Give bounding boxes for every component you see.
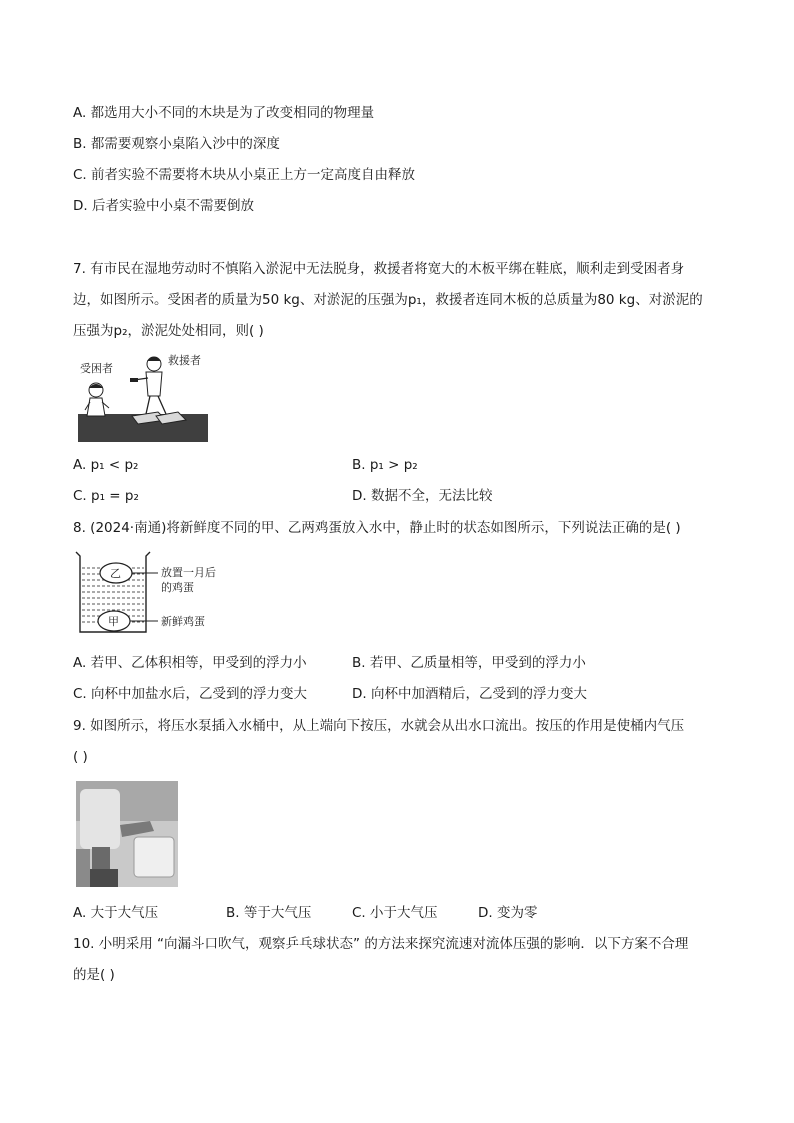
q9-option-d: D. 变为零 — [478, 905, 538, 921]
aged-egg-label-1: 放置一月后 — [161, 566, 216, 579]
egg-yi-label: 乙 — [110, 567, 121, 580]
q8-option-d: D. 向杯中加酒精后，乙受到的浮力变大 — [352, 686, 587, 702]
q7-stem-line-2: 边，如图所示。受困者的质量为50 kg、对淤泥的压强为p₁，救援者连同木板的总质量为80 kg、对淤泥的 — [73, 292, 703, 308]
q9-stem-line-2: ( ) — [73, 749, 88, 765]
q6-option-b: B. 都需要观察小桌陷入沙中的深度 — [73, 136, 280, 152]
q7-figure-rescue — [76, 350, 210, 444]
aged-egg-label-2: 的鸡蛋 — [161, 581, 194, 594]
q8-figure-eggs — [72, 548, 242, 636]
q7-stem-line-3: 压强为p₂，淤泥处处相同，则( ) — [73, 323, 264, 339]
q7-option-d: D. 数据不全，无法比较 — [352, 488, 493, 504]
q10-stem-line-2: 的是( ) — [73, 967, 115, 983]
q8-option-b: B. 若甲、乙质量相等，甲受到的浮力小 — [352, 655, 586, 671]
q9-stem-line-1: 9. 如图所示，将压水泵插入水桶中，从上端向下按压，水就会从出水口流出。按压的作用是使桶内气压 — [73, 718, 685, 734]
q6-option-d: D. 后者实验中小桌不需要倒放 — [73, 198, 254, 214]
q8-option-c: C. 向杯中加盐水后，乙受到的浮力变大 — [73, 686, 308, 702]
pump-head — [80, 789, 120, 849]
trapped-person-body — [87, 398, 105, 416]
q9-option-b: B. 等于大气压 — [226, 905, 312, 921]
q7-option-c: C. p₁ = p₂ — [73, 488, 139, 504]
q7-option-b: B. p₁ > p₂ — [352, 457, 418, 473]
fresh-egg-label: 新鲜鸡蛋 — [161, 615, 205, 628]
q9-option-a: A. 大于大气压 — [73, 905, 159, 921]
q7-stem-line-1: 7. 有市民在湿地劳动时不慎陷入淤泥中无法脱身，救援者将宽大的木板平绑在鞋底，顺利走到受困者身 — [73, 261, 685, 277]
cup — [134, 837, 174, 877]
trapped-person-label: 受困者 — [80, 362, 113, 375]
q9-photo-water-pump — [76, 781, 178, 887]
q8-option-a: A. 若甲、乙体积相等，甲受到的浮力小 — [73, 655, 307, 671]
q6-option-c: C. 前者实验不需要将木块从小桌正上方一定高度自由释放 — [73, 167, 416, 183]
rescuer-body — [146, 372, 162, 396]
q7-option-a: A. p₁ < p₂ — [73, 457, 139, 473]
q8-stem: 8. (2024·南通)将新鲜度不同的甲、乙两鸡蛋放入水中，静止时的状态如图所示，下列说法正确的是( ) — [73, 520, 681, 536]
egg-jia-label: 甲 — [108, 615, 119, 628]
q10-stem-line-1: 10. 小明采用 “向漏斗口吹气，观察乒乓球状态” 的方法来探究流速对流体压强的影响．以下方案不合理 — [73, 936, 689, 952]
rescuer-label: 救援者 — [168, 354, 201, 367]
q6-option-a: A. 都选用大小不同的木块是为了改变相同的物理量 — [73, 105, 375, 121]
q9-option-c: C. 小于大气压 — [352, 905, 438, 921]
